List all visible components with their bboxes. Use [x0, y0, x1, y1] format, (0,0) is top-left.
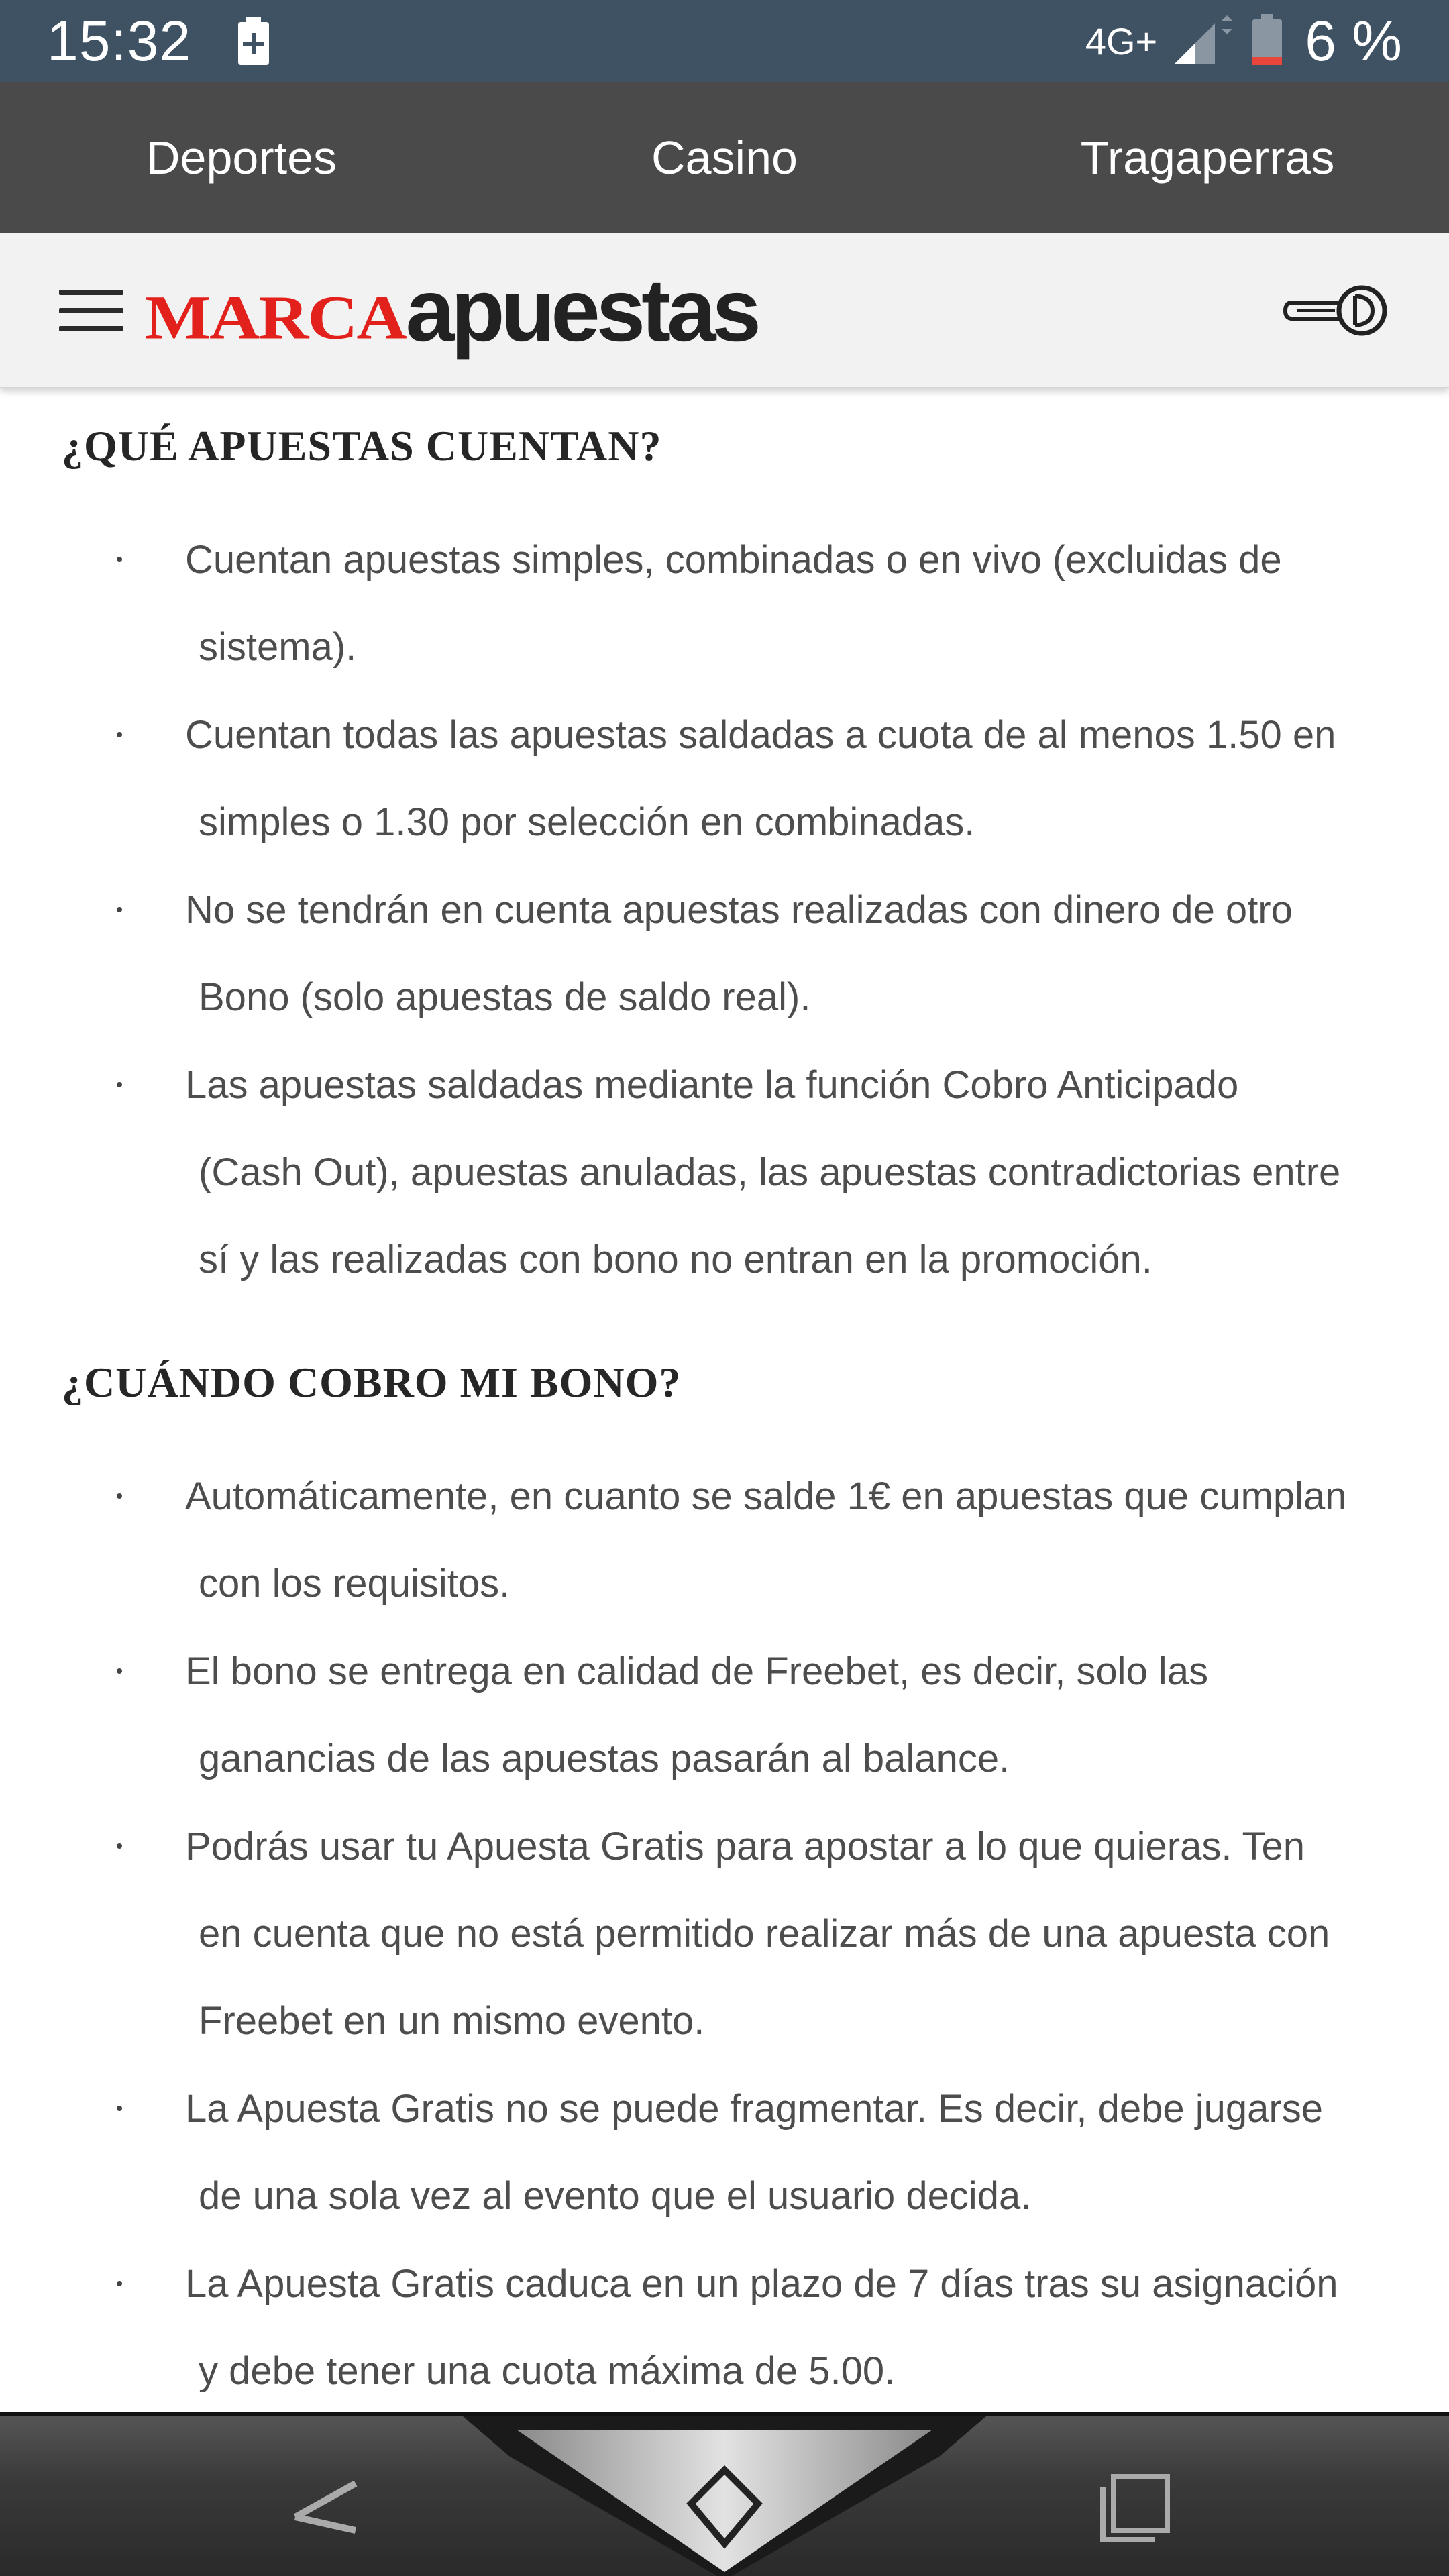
- bullet-line: sistema).: [199, 625, 357, 669]
- top-nav: [0, 82, 1449, 233]
- section-title: ¿CUÁNDO COBRO MI BONO?: [62, 1358, 682, 1406]
- bullet-dot: [117, 2106, 122, 2111]
- brand-header: [0, 233, 1449, 388]
- bullet-line: Freebet en un mismo evento.: [199, 1999, 705, 2043]
- bullet-text: [185, 1453, 1426, 1627]
- bullet-line: ganancias de las apuestas pasarán al balance.: [199, 1737, 1010, 1780]
- top-nav-deportes[interactable]: Deportes: [146, 131, 337, 184]
- home-icon[interactable]: [684, 2463, 765, 2551]
- bullet-dot: [117, 1668, 122, 1674]
- system-nav-bar: [0, 2412, 1449, 2576]
- signal-icon: [1175, 15, 1235, 67]
- bullet-dot: [117, 557, 122, 562]
- bullet-line: Cuentan apuestas simples, combinadas o en vivo (excluidas de: [185, 538, 1282, 582]
- bullet-text: [185, 692, 1426, 866]
- bullet-line: y debe tener una cuota máxima de 5.00.: [199, 2349, 896, 2393]
- brand-logo[interactable]: [145, 260, 757, 361]
- bullet-line: en cuenta que no está permitido realizar más de una apuesta con: [199, 1912, 1330, 1955]
- bullet-line: simples o 1.30 por selección en combinadas.: [199, 800, 975, 844]
- hamburger-menu-icon[interactable]: [59, 287, 123, 334]
- top-nav-tragaperras[interactable]: Tragaperras: [1080, 131, 1335, 184]
- network-type: 4G+: [1085, 19, 1158, 62]
- bullet-line: Automáticamente, en cuanto se salde 1€ en apuestas que cumplan: [185, 1474, 1347, 1518]
- logo-apuestas: apuestas: [405, 261, 757, 360]
- bullet-text: [185, 1042, 1426, 1303]
- bullet-text: [185, 517, 1426, 691]
- bullet-text: [185, 2241, 1426, 2415]
- bullet-text: [185, 2065, 1426, 2240]
- battery-saver-icon: [238, 17, 269, 65]
- logo-marca: MARCA: [145, 282, 406, 353]
- bullet-line: Cuentan todas las apuestas saldadas a cuota de al menos 1.50 en: [185, 713, 1336, 757]
- bullet-line: sí y las realizadas con bono no entran en la promoción.: [199, 1238, 1152, 1281]
- recents-icon[interactable]: [1093, 2470, 1174, 2544]
- bullet-line: con los requisitos.: [199, 1562, 511, 1605]
- key-icon[interactable]: [1283, 284, 1390, 337]
- bullet-dot: [117, 2281, 122, 2286]
- bullet-line: Podrás usar tu Apuesta Gratis para apostar a lo que quieras. Ten: [185, 1825, 1305, 1868]
- bullet-line: de una sola vez al evento que el usuario decida.: [199, 2174, 1032, 2218]
- bullet-line: No se tendrán en cuenta apuestas realizadas con dinero de otro: [185, 888, 1293, 932]
- battery-icon: [1252, 14, 1282, 68]
- bullet-dot: [117, 1493, 122, 1499]
- bullet-line: La Apuesta Gratis caduca en un plazo de 7 días tras su asignación: [185, 2262, 1338, 2306]
- bullet-text: [185, 1803, 1426, 2065]
- bullet-line: Las apuestas saldadas mediante la función Cobro Anticipado: [185, 1063, 1239, 1107]
- bullet-text: [185, 1628, 1426, 1803]
- bullet-line: Bono (solo apuestas de saldo real).: [199, 975, 811, 1019]
- bullet-line: (Cash Out), apuestas anuladas, las apuestas contradictorias entre: [199, 1150, 1341, 1194]
- bullet-dot: [117, 1082, 122, 1087]
- status-bar: [0, 0, 1449, 82]
- bullet-dot: [117, 907, 122, 912]
- bullet-dot: [117, 1843, 122, 1849]
- status-indicators: [1085, 9, 1402, 74]
- bullet-line: La Apuesta Gratis no se puede fragmentar. Es decir, debe jugarse: [185, 2087, 1323, 2131]
- battery-percent: 6 %: [1305, 9, 1402, 72]
- bullet-text: [185, 867, 1426, 1041]
- top-nav-casino[interactable]: Casino: [651, 131, 798, 184]
- back-icon[interactable]: [282, 2470, 369, 2537]
- status-time: 15:32: [47, 9, 192, 72]
- bullet-line: El bono se entrega en calidad de Freebet, es decir, solo las: [185, 1650, 1209, 1693]
- bullet-dot: [117, 732, 122, 737]
- section-title: ¿QUÉ APUESTAS CUENTAN?: [62, 422, 662, 470]
